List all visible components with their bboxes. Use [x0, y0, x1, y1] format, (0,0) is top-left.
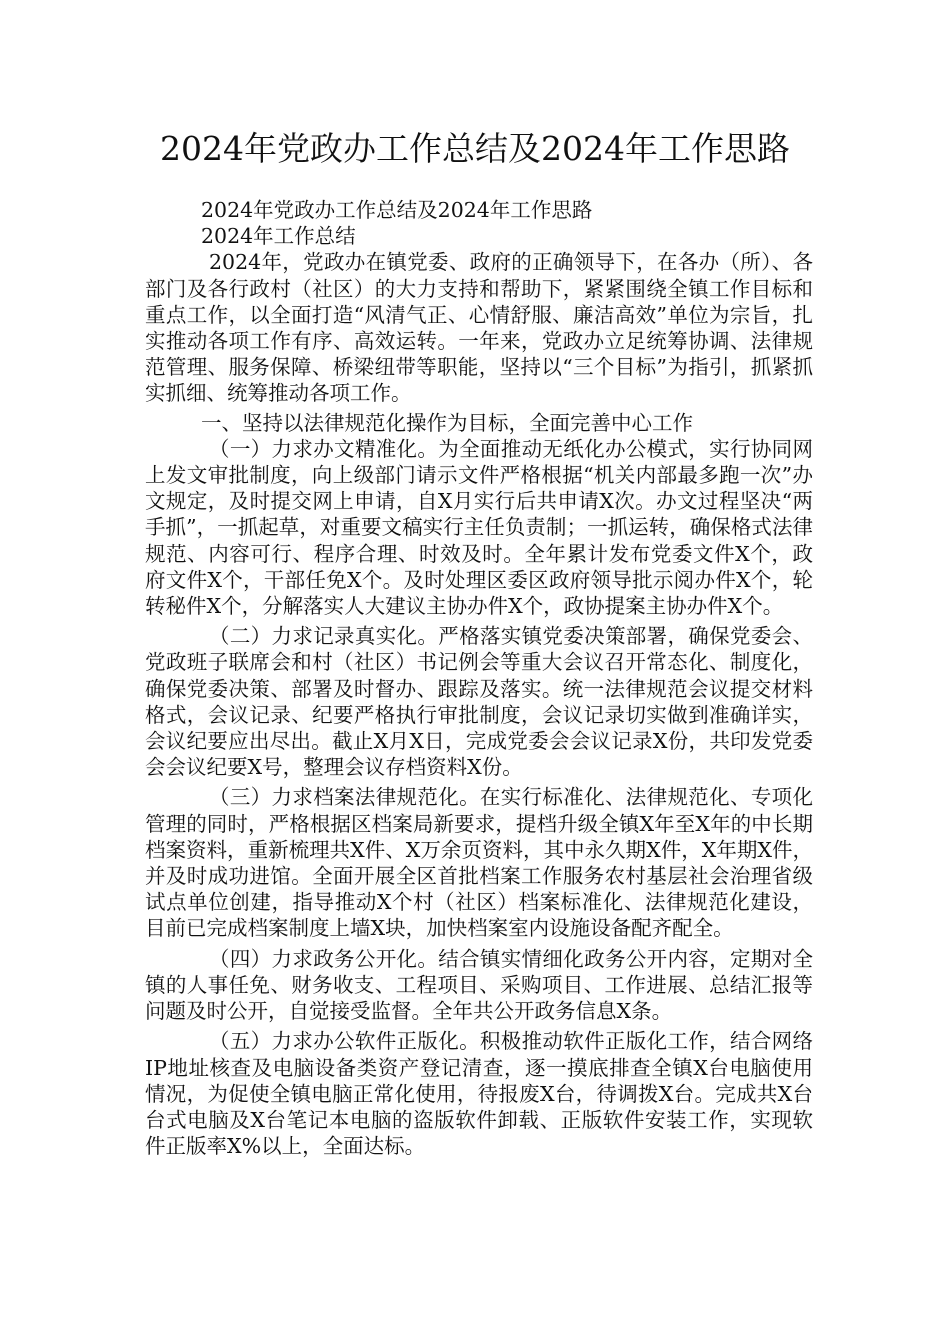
item-paragraph-1: （一）力求办文精准化。为全面推动无纸化办公模式，实行协同网上发文审批制度，向上级部门请示文件严格根据“机关内部最多跑一次”办文规定，及时提交网上申请，自X月实行后共申请X次。办文过程坚决“两手抓”，一抓起草，对重要文稿实行主任负责制；一抓运转，确保格式法律规范、内容可行、程序合理、时效及时。全年累计发布党委文件X个，政府文件X个，干部任免X个。及时处理区委区政府领导批示阅办件X个，轮转秘件X个，分解落实人大建议主协办件X个，政协提案主协办件X个。 [145, 436, 813, 619]
item-paragraph-3: （三）力求档案法律规范化。在实行标准化、法律规范化、专项化管理的同时，严格根据区档案局新要求，提档升级全镇X年至X年的中长期档案资料，重新梳理共X件、X万余页资料，其中永久期X件，X年期X件，并及时成功进馆。全面开展全区首批档案工作服务农村基层社会治理省级试点单位创建，指导推动X个村（社区）档案标准化、法律规范化建设，目前已完成档案制度上墙X块，加快档案室内设施设备配齐配全。 [145, 785, 813, 941]
subtitle-line: 2024年党政办工作总结及2024年工作思路 [201, 198, 593, 222]
item-paragraph-5: （五）力求办公软件正版化。积极推动软件正版化工作，结合网络IP地址核查及电脑设备类资产登记清查，逐一摸底排查全镇X台电脑使用情况，为促使全镇电脑正常化使用，待报废X台，待调拨X台。完成共X台台式电脑及X台笔记本电脑的盗版软件卸载、正版软件安装工作，实现软件正版率X%以上，全面达标。 [145, 1029, 813, 1159]
document-title: 2024年党政办工作总结及2024年工作思路 [160, 129, 790, 168]
part-one-heading: 一、坚持以法律规范化操作为目标，全面完善中心工作 [201, 410, 693, 435]
item-paragraph-2: （二）力求记录真实化。严格落实镇党委决策部署，确保党委会、党政班子联席会和村（社区）书记例会等重大会议召开常态化、制度化，确保党委决策、部署及时督办、跟踪及落实。统一法律规范会议提交材料格式，会议记录、纪要严格执行审批制度，会议记录切实做到准确详实，会议纪要应出尽出。截止X月X日，完成党委会会议记录X份，共印发党委会会议纪要X号，整理会议存档资料X份。 [145, 624, 813, 780]
document-body [145, 197, 813, 1159]
intro-paragraph: 2024年，党政办在镇党委、政府的正确领导下，在各办（所）、各部门及各行政村（社区）的大力支持和帮助下，紧紧围绕全镇工作目标和重点工作，以全面打造“风清气正、心情舒服、廉洁高效”单位为宗旨，扎实推动各项工作有序、高效运转。一年来，党政办立足统筹协调、法律规范管理、服务保障、桥梁纽带等职能，坚持以“三个目标”为指引，抓紧抓实抓细、统筹推动各项工作。 [145, 250, 813, 406]
section-heading: 2024年工作总结 [201, 224, 356, 249]
item-paragraph-4: （四）力求政务公开化。结合镇实情细化政务公开内容，定期对全镇的人事任免、财务收支、工程项目、采购项目、工作进展、总结汇报等问题及时公开，自觉接受监督。全年共公开政务信息X条。 [145, 946, 813, 1024]
